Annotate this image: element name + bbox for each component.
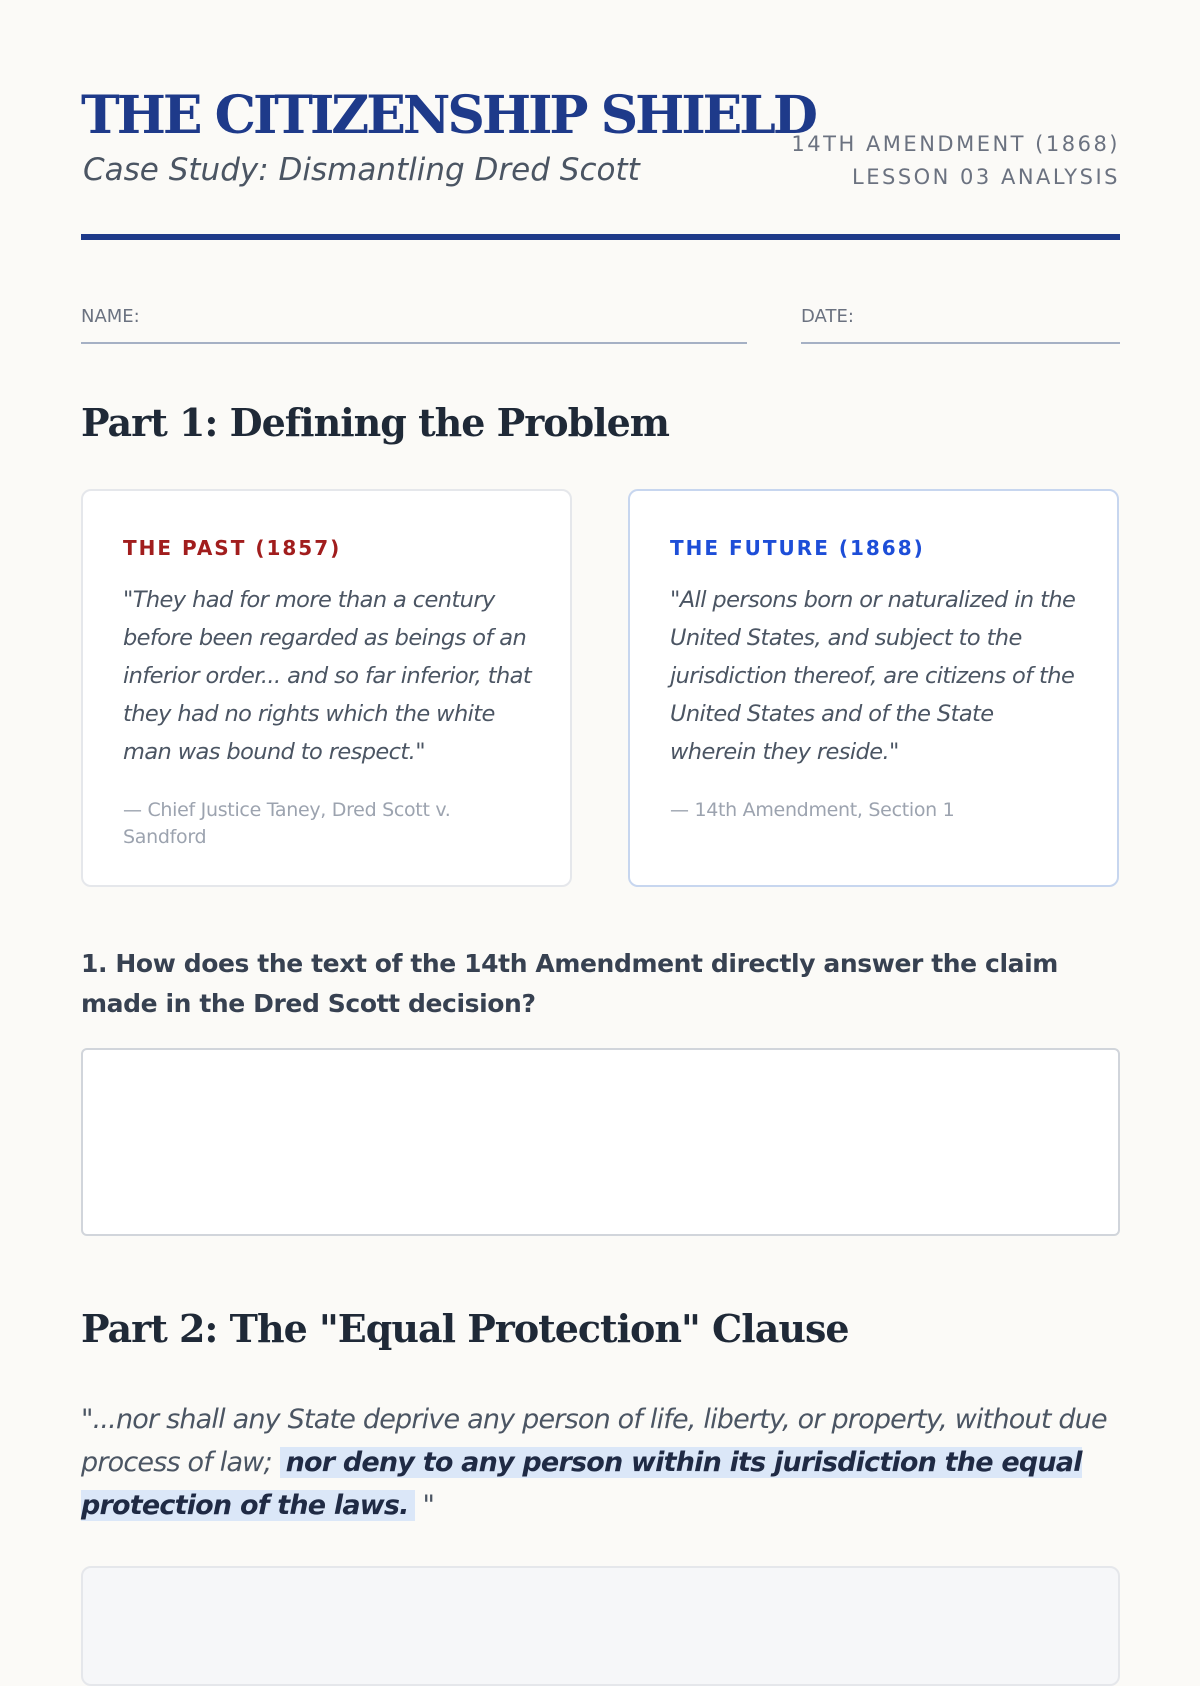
part2-response-box[interactable] xyxy=(81,1566,1120,1686)
header-divider xyxy=(81,234,1120,240)
date-label: DATE: xyxy=(801,306,854,327)
name-field[interactable] xyxy=(81,304,747,344)
past-card-label: THE PAST (1857) xyxy=(123,536,342,560)
question-1-answer-box[interactable] xyxy=(81,1048,1120,1236)
meta-lesson: LESSON 03 ANALYSIS xyxy=(852,165,1120,189)
date-field[interactable] xyxy=(801,304,1120,344)
meta-amendment: 14TH AMENDMENT (1868) xyxy=(791,132,1120,156)
equal-protection-clause xyxy=(81,1398,1120,1527)
future-quote-card xyxy=(628,489,1119,887)
clause-highlight: nor deny to any person within its jurisdiction the equal protection of the laws. xyxy=(81,1447,1082,1521)
clause-text-after: " xyxy=(422,1490,435,1521)
name-label: NAME: xyxy=(81,306,140,327)
future-quote-citation: — 14th Amendment, Section 1 xyxy=(670,799,955,821)
date-input[interactable] xyxy=(861,304,1120,336)
page-title: THE CITIZENSHIP SHIELD xyxy=(81,85,815,146)
lesson-meta xyxy=(791,128,1120,194)
page-subtitle: Case Study: Dismantling Dred Scott xyxy=(83,152,640,188)
future-card-label: THE FUTURE (1868) xyxy=(670,536,925,560)
worksheet-header xyxy=(81,84,1120,239)
past-quote-citation: — Chief Justice Taney, Dred Scott v. Sandford xyxy=(123,799,451,848)
part2-heading: Part 2: The "Equal Protection" Clause xyxy=(81,1306,849,1351)
question-1: 1. How does the text of the 14th Amendment directly answer the claim made in the Dred Scott decision? xyxy=(81,949,1058,1018)
clause-text-before: "...nor shall any State deprive any person of life, liberty, or property, without due process of law; xyxy=(81,1404,1107,1478)
past-quote-text: "They had for more than a century before been regarded as beings of an inferior order... and so far inferior, that they had no rights which the white man was bound to respect." xyxy=(123,587,532,765)
part1-heading: Part 1: Defining the Problem xyxy=(81,400,669,445)
future-quote-text: "All persons born or naturalized in the United States, and subject to the jurisdiction thereof, are citizens of the United States and of the State wherein they reside." xyxy=(670,587,1076,765)
past-quote-card xyxy=(81,489,572,887)
name-input[interactable] xyxy=(141,304,747,336)
